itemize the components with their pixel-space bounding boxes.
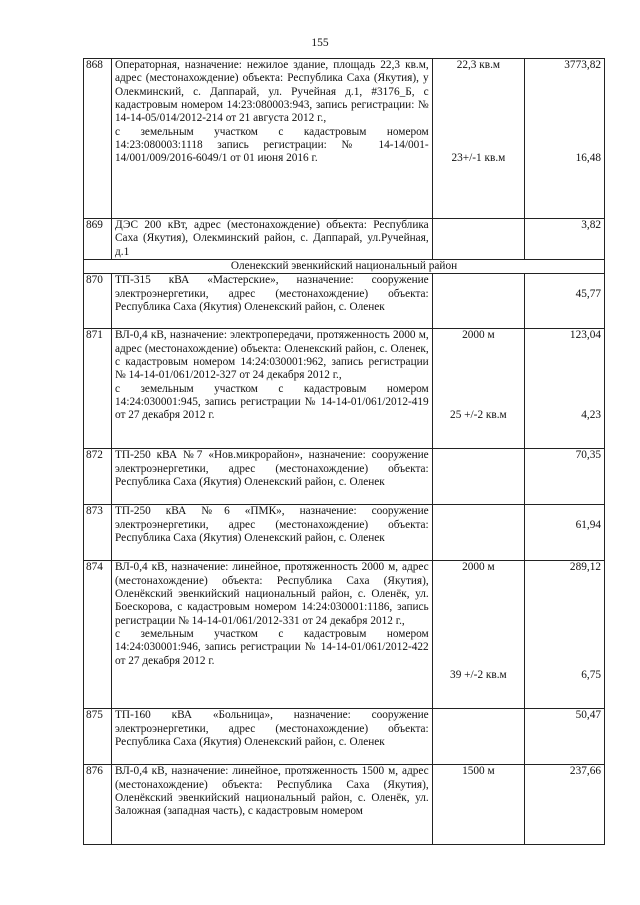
table-row (84, 274, 605, 329)
table-row (84, 765, 605, 845)
region-header: Оленекский эвенкийский национальный район (84, 260, 605, 274)
region-header-row (84, 260, 605, 274)
land-area-value: 25 +/-2 кв.м (450, 409, 507, 422)
row-area (432, 709, 524, 765)
row-number: 870 (84, 274, 112, 329)
row-number: 868 (84, 59, 112, 219)
row-value (525, 505, 605, 561)
row-area (432, 561, 524, 709)
land-plot-text: с земельным участком с кадастровым номером 14:24:030001:946, запись регистрации № 14-14-01/061/2012-422 от 27 декабря 2012 г. (115, 628, 429, 667)
table-row (84, 709, 605, 765)
land-cost-value: 16,48 (575, 152, 601, 164)
row-area (432, 219, 524, 260)
row-value: 3,82 (525, 219, 605, 260)
row-number: 872 (84, 449, 112, 505)
land-plot-text: с земельным участком с кадастровым номером 14:24:030001:945, запись регистрации № 14-14-01/061/2012-419 от 27 декабря 2012 г. (115, 382, 429, 422)
row-area (432, 59, 524, 219)
row-number: 875 (84, 709, 112, 765)
land-cost-value: 4,23 (581, 409, 601, 422)
row-value (525, 561, 605, 709)
row-number: 874 (84, 561, 112, 709)
cost-value: 3773,82 (564, 59, 601, 71)
area-value: 22,3 кв.м (456, 59, 501, 71)
row-description (112, 59, 433, 219)
row-area (432, 329, 524, 449)
area-value: 2000 м (462, 561, 495, 574)
land-area-value: 39 +/-2 кв.м (450, 669, 507, 682)
description-text: ВЛ-0,4 кВ, назначение: электропередачи, протяженность 2000 м, адрес (местонахождение) объекта: Оленекский район, с. Оленек, с кадастровым номером 14:24:030001:962, запись регистрации № 14-14-01/061/2012-327 от 24 декабря 2012 г., (115, 329, 429, 382)
row-value: 70,35 (525, 449, 605, 505)
row-value: 237,66 (525, 765, 605, 845)
cost-value: 45,77 (575, 288, 601, 301)
property-table (83, 58, 605, 845)
row-description: ТП-315 кВА «Мастерские», назначение: сооружение электроэнергетики, адрес (местонахождение) объекта: Республика Саха (Якутия) Оленекский район, с. Оленек (112, 274, 433, 329)
row-description: ДЭС 200 кВт, адрес (местонахождение) объекта: Республика Саха (Якутия), Олекминский район, с. Даппарай, ул.Ручейная, д.1 (112, 219, 433, 260)
table-row (84, 449, 605, 505)
table-row (84, 329, 605, 449)
row-number: 876 (84, 765, 112, 845)
table-row (84, 219, 605, 260)
land-plot-text: с земельным участком с кадастровым номером 14:23:080003:1118 запись регистрации: № 14-14/001-14/001/009/2016-6049/1 от 01 июня 2016 г. (115, 125, 429, 165)
row-description (112, 561, 433, 709)
row-number: 873 (84, 505, 112, 561)
row-value (525, 329, 605, 449)
description-text: Операторная, назначение: нежилое здание, площадь 22,3 кв.м, адрес (местонахождение) объекта: Республика Саха (Якутия), у Олекминский, с. Даппарай, ул. Ручейная д.1, #3176_Б, с кадастровым номером 14:23:080003:943, запись регистрации: № 14-14-05/014/2012-214 от 21 августа 2012 г., (115, 59, 429, 125)
land-cost-value: 6,75 (581, 669, 601, 682)
row-area: 1500 м (432, 765, 524, 845)
description-text: ВЛ-0,4 кВ, назначение: линейное, протяженность 2000 м, адрес (местонахождение) объекта: Республика Саха (Якутия), Оленёкский эвенкийский национальный район, с. Оленёк, ул. Боескорова, с кадастровым номером 14:24:030001:1186, запись регистрации № 14-14-01/061/2012-331 от 24 декабря 2012 г., (115, 561, 429, 627)
row-value (525, 59, 605, 219)
row-description: ВЛ-0,4 кВ, назначение: линейное, протяженность 1500 м, адрес (местонахождение) объекта: Республика Саха (Якутия), Оленёкский эвенкийский национальный район, с. Оленёк, ул. Заложная (западная часть), с кадастровым номером (112, 765, 433, 845)
page-number: 155 (311, 37, 329, 49)
row-area (432, 449, 524, 505)
table-row (84, 59, 605, 219)
cost-value: 289,12 (569, 561, 601, 574)
table-row (84, 561, 605, 709)
row-area (432, 505, 524, 561)
row-description: ТП-250 кВА №6 «ПМК», назначение: сооружение электроэнергетики, адрес (местонахождение) объекта: Республика Саха (Якутия) Оленекский район, с. Оленек (112, 505, 433, 561)
cost-value: 61,94 (575, 519, 601, 532)
row-area (432, 274, 524, 329)
cost-value: 123,04 (569, 329, 601, 342)
row-description: ТП-160 кВА «Больница», назначение: сооружение электроэнергетики, адрес (местонахождение) объекта: Республика Саха (Якутия) Оленекский район, с. Оленек (112, 709, 433, 765)
row-number: 869 (84, 219, 112, 260)
row-description: ТП-250 кВА №7 «Нов.микрорайон», назначение: сооружение электроэнергетики, адрес (местонахождение) объекта: Республика Саха (Якутия) Оленекский район, с. Оленек (112, 449, 433, 505)
table-row (84, 505, 605, 561)
row-value (525, 274, 605, 329)
area-value: 2000 м (462, 329, 495, 342)
land-area-value: 23+/-1 кв.м (451, 152, 506, 164)
row-description (112, 329, 433, 449)
row-number: 871 (84, 329, 112, 449)
row-value: 50,47 (525, 709, 605, 765)
